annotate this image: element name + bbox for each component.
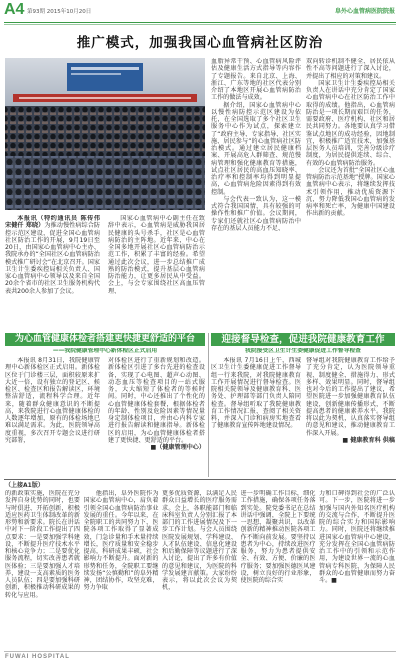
lead-article-column-1 (5, 215, 100, 330)
paragraph: 国家卫生计生委疾控局相关负责人在讲话中充分肯定了国家心血管病中心在社区防治工作中取得的成绩。他指出，心血管病防治是一项长期而艰巨的任务，需要政府、医疗机构、社区和居民共同努力。各地要认真学习借鉴试点地区的成功经验，因地制宜，积极推广适宜技术，加强基层医务人员培训，完善分级诊疗制度，为居民提供连续、综合、有效的心血管病防治服务。 (306, 79, 395, 167)
health-education-subtitle: 我院接受区卫生计生委健康促进工作督导检查 (245, 348, 361, 354)
conference-photo (5, 58, 205, 210)
lead-article-column-3 (211, 58, 301, 330)
paragraph: 本报讯 8月31日，我院健康管理中心新体检区正式启用。新体检区位于门诊楼三层，面积较原来扩大近一倍，设有独立的登记区、候检区、检查区和报告解读区，环境整洁舒适，流程科学合理。近年来，随着群众健康意识的不断提高，来我院进行心血管健康体检的人数逐年增加，原有的体检场地已难以满足需求。为此，医院领导高度重视，多次召开专题会议进行研究部署， (5, 357, 100, 444)
byline: ■ 健康教育科 供稿 (342, 436, 395, 444)
paragraph: 血脂异常干预、心血管病风险评估及健康生活方式指导等内容作了专题报告。来自北京、上海、浙江、广东等地的社区代表分别介绍了本地区开展心血管病防治工作的做法与成效。 (211, 58, 301, 102)
continued-column-2 (84, 490, 159, 650)
section-rule (4, 479, 396, 480)
continued-column-4 (241, 490, 316, 650)
header-rule-thin (4, 24, 396, 25)
health-education-column-2 (306, 357, 395, 475)
byline: ■（健康管理中心） (150, 444, 205, 451)
conference-photo-image (5, 58, 205, 210)
paragraph: 本报讯 7月16日上午，西城区卫生计生委健康促进工作督导组一行来我院，对我院健康教育工作开展情况进行督导检查。医院相关院领导及健康教育科、医务处、护理部等部门负责人陪同检查。督导组听取了我院健康教育工作情况汇报，查阅了相关资料，并深入门诊和病房实地查看了健康教育宣传阵地建设情况。 (211, 357, 301, 430)
issue-date: 第93期 2015年10月20日 (27, 9, 92, 15)
paragraph: 据介绍，国家心血管病中心以慢性病防控示范区建设为依托，在全国选取了多个社区卫生服务中心作为试点，探索建立了“政府主导、专家指导、社区实施、居民参与”的心血管病社区防治模式。通过建立居民健康档案、开展高危人群筛查、规范慢病管理和强化健康教育等措施，试点社区居民的高血压知晓率、治疗率和控制率均得到明显提高，心血管病危险因素得到有效控制。 (211, 101, 301, 196)
health-check-column-2 (108, 357, 205, 477)
health-education-headline: 迎接督导检查，促进我院健康教育工作 (211, 333, 395, 346)
paragraph: 的新政策实施，医院在充分发挥自身优势的同时，也要与时俱进、开拓创新，积极适应医药卫生体制改革的新形势和新要求。院长在讲话中对下一阶段工作提出了四点要求：一是要加强学科建设，不断提升医疗技术水平和核心竞争力；二是要优化服务流程，切实改善患者就医体验；三是要加强人才培养，建设一支高素质的医务人员队伍；四是要加强科研创新，积极推动科研成果的转化与应用。 (5, 490, 80, 599)
continued-label: （上接A1版） (5, 482, 44, 489)
page-number: A4 (4, 1, 25, 18)
paper-name: 阜外心血管病医院院报 (334, 8, 395, 15)
paragraph: 进一步明确工作目标，细化工作措施，确保各项任务落到实处。院党委书记在总结讲话中强调，全院上下要统一思想、凝聚共识，以改革创新的精神推动医院各项工作不断向前发展。要坚持以患者为中心，持续改进医疗服务，努力为患者提供安全、有效、方便、价廉的医疗服务；要加强医德医风建设，树立良好的行业形象，使医院的综合实 (240, 490, 316, 584)
health-check-column-1 (5, 357, 100, 477)
health-check-subtitle: ——我院健康管理中心新体检区正式启用 (52, 348, 158, 354)
paragraph: 会议还为首批“全国社区心血管病防治示范基地”授牌。国家心血管病中心表示，将继续发挥技术引领作用，推动优质资源下沉，努力降低我国心血管病的发病率和死亡率，为健康中国建设作出新的贡献。 (306, 166, 395, 218)
lead-dateline: 本报讯（特约通讯员 陈传伟 宋健仟 郑晓） (5, 215, 100, 230)
paragraph: 力和口碑得到社会的广泛认可。下一步，医院将进一步加强与国内外知名医疗机构的交流与合作，不断提升医院的综合实力和国际影响力。同时，医院还将继续推进国家心血管病中心建设，充分发挥在全国心血管病防治工作中的引领和示范作用，为建设世界一流的心血管病专科医院、为保障人民群众的心血管健康而努力奋斗。■ (319, 490, 395, 584)
column-divider (208, 333, 209, 477)
paragraph: 更多优质资源，以满足人民群众日益增长的医疗服务需求。会上，各职能部门和临床科室负责人分别汇报了本部门的工作进展情况及下一步工作计划。与会人员围绕医院发展规划、学科建设、人才队伍建设、信息化建设和后勤保障等议题进行了深入讨论，提出了许多有价值的意见和建议，为医院的科学发展建言献策。大家纷纷表示，将以此次会议为契机， (162, 490, 237, 592)
lead-headline: 推广模式，加强我国心血管病社区防治 (76, 35, 324, 51)
paragraph: 他指出，阜外医院作为国家心血管病中心，肩负着引领全国心血管病防治事业发展的重任。今年以来，在全院职工的共同努力下，医院各项工作取得了显著成效，门急诊量和手术量持续增长，医疗质量和安全稳步提高，科研成果丰硕，社会影响力不断提升。面对新的形势和任务，全院职工要继续发扬“公慎勤和”的阜外精神，团结协作，攻坚克难，努力争取 (83, 490, 159, 592)
lead-paragraph (5, 215, 100, 295)
paragraph: 双向转诊机制不健全、居民依从性不高等问题进行了深入讨论，并提出了相应的对策和建议。 (306, 58, 395, 80)
footer-rule (4, 651, 396, 652)
lead-text: 为推动慢性病综合防控示范区建设，促进全国心血管病社区防治工作的开展，9月19日至20日，由国家心血管病中心主办、我院承办的“全国社区心血管病防治模式推广研讨会”在北京召开。国家卫生计生委疾控局相关负责人、国家心血管病中心领导以及来自全国20余个省市的社区卫生服务机构代表共200余人参加了会议。 (5, 222, 100, 295)
lead-article-column-4 (306, 58, 395, 330)
paragraph: 督导组对我院健康教育工作给予了充分肯定，认为医院领导重视、制度健全、措施得力、形式多样、效果明显。同时，督导组也对今后的工作提出了建议，希望医院进一步加强健康教育队伍建设，创新健康传播形式，不断提高患者的健康素养水平。我院将以此为契机，认真落实督导组的意见和建议，推动健康教育工作深入开展。 (306, 357, 395, 437)
header-rule (4, 22, 396, 23)
lead-article-column-2 (108, 215, 205, 330)
paragraph: 与会代表一致认为，这一模式符合我国国情，具有较强的可操作性和推广价值。会议期间，专家们还就社区心血管病防治中存在的基层人员能力不足、 (211, 195, 301, 232)
continued-column-5 (319, 490, 395, 650)
paragraph: 对体检区进行了重新规划和改造。新体检区引进了多台先进的检查设备，实现了心电图、超声心动图、动态血压等检查项目的一站式服务，大大缩短了体检者的等候时间。同时，中心还推出了个性化的心血管健康体检套餐，根据体检者的年龄、性别及危险因素等情况量身定制体检项目，并由心内科专家进行报告解读和健康指导。新体检区的启用，为心血管健康体检者搭建了更快捷、更舒适的平台。 (108, 357, 205, 444)
health-check-headline: 为心血管健康体检者搭建更快捷更舒适的平台 (5, 333, 205, 346)
continued-column-1 (5, 490, 80, 650)
footer-masthead: FUWAI HOSPITAL (5, 654, 70, 660)
paragraph: 国家心血管病中心副主任在致辞中表示，心血管病是威胁我国居民健康的头号杀手，社区是心血管病防治的主阵地。近年来，中心在全国多地开展社区心血管病防治示范工作，积累了丰富的经验。希望通过此次会议，进一步总结推广成熟的防治模式，提升基层心血管病防治能力，让更多居民从中受益。会上，与会专家围绕社区高血压管理、 (108, 215, 205, 295)
health-education-column-1 (211, 357, 301, 475)
continued-column-3 (162, 490, 237, 650)
